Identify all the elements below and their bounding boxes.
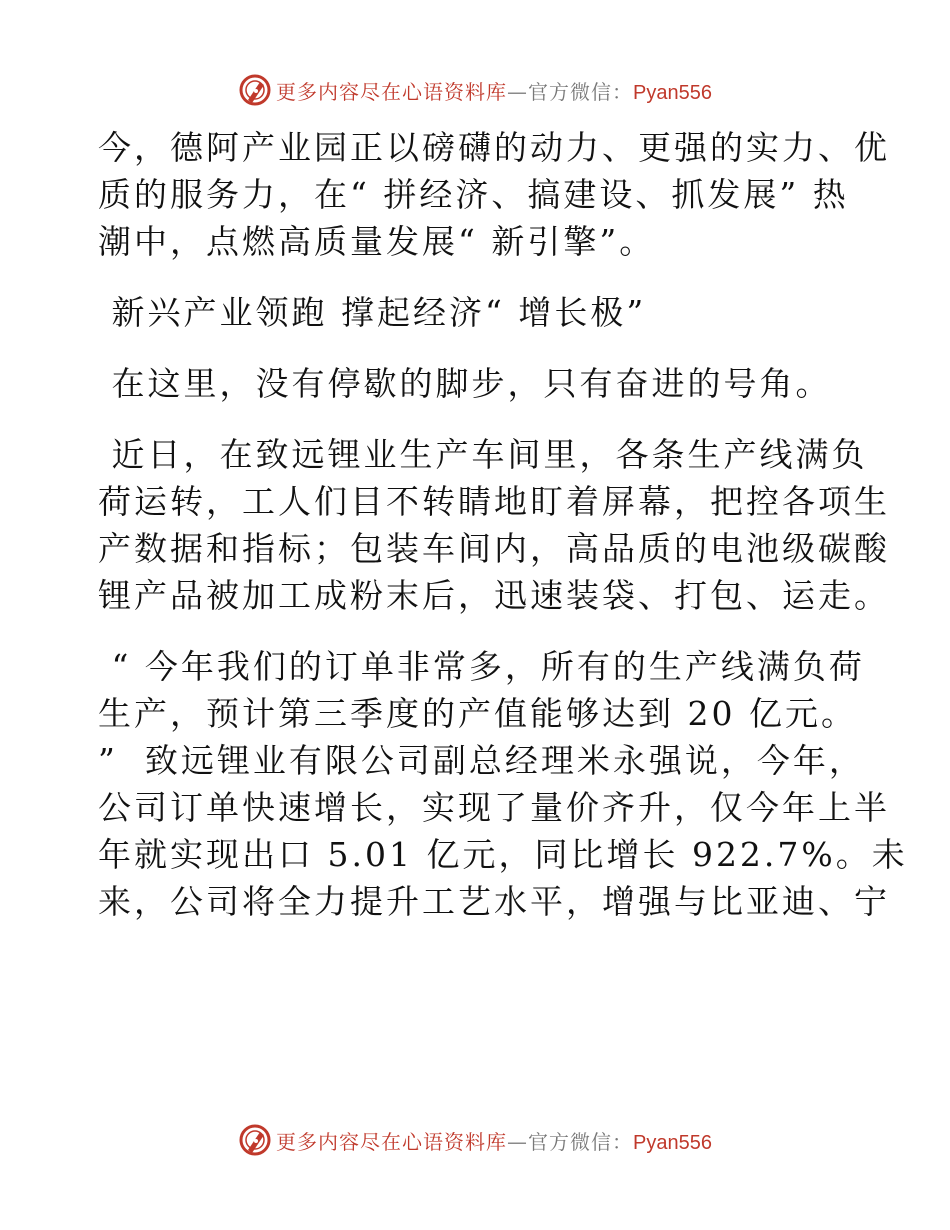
section-heading — [98, 289, 858, 336]
pen-nib-icon — [238, 1123, 272, 1157]
document-body — [98, 124, 908, 925]
text-line: 荷运转，工人们目不转睛地盯着屏幕，把控各项生 — [98, 482, 890, 521]
text-line: 新兴产业领跑 撑起经济“ 增长极” — [98, 293, 647, 332]
watermark-separator: — — [507, 1129, 529, 1154]
watermark-brand: 更多内容尽在心语资料库 — [276, 79, 508, 104]
text-line: 近日，在致远锂业生产车间里，各条生产线满负 — [98, 435, 868, 474]
watermark-brand: 更多内容尽在心语资料库 — [276, 1129, 508, 1154]
watermark-label: 官方微信： — [528, 1129, 634, 1154]
watermark-id: Pyan556 — [633, 1131, 712, 1154]
watermark-label: 官方微信： — [528, 79, 634, 104]
header-watermark — [0, 72, 950, 108]
text-line: 来，公司将全力提升工艺水平，增强与比亚迪、宁 — [98, 882, 890, 921]
text-line: “ 今年我们的订单非常多，所有的生产线满负荷 — [98, 647, 865, 686]
watermark-separator: — — [507, 79, 529, 104]
paragraph — [98, 124, 890, 265]
text-line: 年就实现出口 5.01 亿元，同比增长 922.7%。未 — [98, 835, 908, 874]
pen-nib-icon — [238, 73, 272, 107]
text-line: 在这里，没有停歇的脚步，只有奋进的号角。 — [98, 364, 832, 403]
text-line: 潮中，点燃高质量发展“ 新引擎”。 — [98, 222, 656, 261]
watermark-id: Pyan556 — [633, 81, 712, 104]
text-line: 公司订单快速增长，实现了量价齐升，仅今年上半 — [98, 788, 890, 827]
paragraph — [98, 360, 858, 407]
paragraph — [98, 643, 908, 925]
text-line: 今，德阿产业园正以磅礴的动力、更强的实力、优 — [98, 128, 890, 167]
footer-watermark — [0, 1122, 950, 1158]
text-line: 产数据和指标；包装车间内，高品质的电池级碳酸 — [98, 529, 890, 568]
text-line: ” 致远锂业有限公司副总经理米永强说，今年， — [98, 741, 865, 780]
text-line: 生产，预计第三季度的产值能够达到 20 亿元。 — [98, 694, 857, 733]
paragraph — [98, 431, 890, 619]
text-line: 质的服务力，在“ 拼经济、搞建设、抓发展” 热 — [98, 175, 849, 214]
text-line: 锂产品被加工成粉末后，迅速装袋、打包、运走。 — [98, 576, 890, 615]
